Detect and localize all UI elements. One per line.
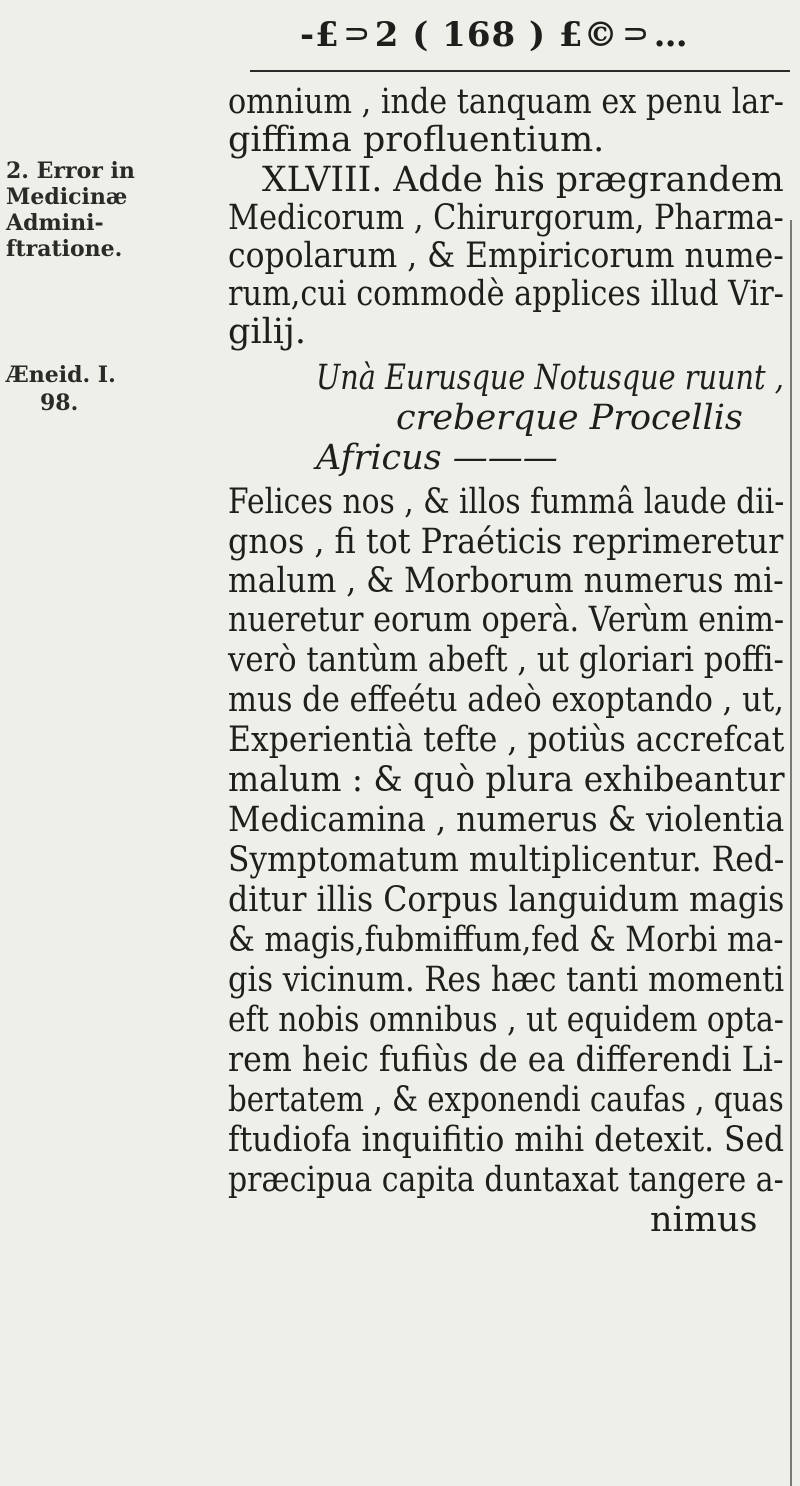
text-line: Medicorum , Chirurgorum, Pharma- (228, 198, 784, 238)
margin-note-verse-number: 98. (40, 390, 79, 416)
text-line: ftudiofa inquifitio mihi detexit. Sed (228, 1120, 785, 1160)
text-line: Felices nos , & illos fummâ laude dii- (228, 482, 785, 522)
text-line: verò tantùm abeft , ut gloriari poffi- (228, 640, 784, 680)
text-line: Medicamina , numerus & violentia (228, 800, 785, 840)
text-line: & magis,fubmiffum,fed & Morbi ma- (228, 920, 784, 960)
header-rule (250, 70, 790, 72)
margin-note-admini: Admini- (6, 210, 104, 236)
text-line: omnium , inde tanquam ex penu lar- (228, 82, 784, 122)
text-line: copolarum , & Empiricorum nume- (228, 236, 784, 276)
page-edge-shadow (790, 220, 792, 1486)
text-line: gilij. (228, 312, 306, 352)
margin-note-stratione: ftratione. (6, 236, 123, 262)
text-line: malum , & Morborum numerus mi- (228, 561, 784, 601)
text-line: nueretur eorum operà. Verùm enim- (228, 600, 785, 640)
verse-line: Africus ——— (316, 438, 558, 478)
text-line: malum : & quò plura exhibeantur (228, 760, 785, 800)
text-line: mus de effeétu adeò exoptando , ut, (228, 680, 784, 720)
text-line: gnos , fi tot Praéticis reprimeretur (228, 522, 784, 562)
catchword: nimus (650, 1200, 758, 1240)
section-heading-line: XLVIII. Adde his prægrandem (262, 160, 784, 200)
text-line: bertatem , & exponendi caufas , quas (228, 1080, 784, 1120)
margin-note-aeneid: Æneid. I. (6, 362, 116, 388)
text-line: ditur illis Corpus languidum magis (228, 880, 785, 920)
text-line: rem heic fufiùs de ea differendi Li- (228, 1040, 784, 1080)
text-line: præcipua capita duntaxat tangere a- (228, 1160, 784, 1200)
page-header: -£⸧2 ( 168 ) £©⸧… (300, 15, 689, 55)
text-line: gis vicinum. Res hæc tanti momenti (228, 960, 785, 1000)
margin-note-medicinae: Medicinæ (6, 184, 128, 210)
verse-line: Unà Eurusque Notusque ruunt , (316, 358, 784, 398)
text-line: Symptomatum multiplicentur. Red- (228, 840, 785, 880)
text-line: eft nobis omnibus , ut equidem opta- (228, 1000, 784, 1040)
verse-line: creberque Procellis (396, 398, 743, 438)
margin-note-error-in: 2. Error in (6, 158, 135, 184)
text-line: rum,cui commodè applices illud Vir- (228, 274, 784, 314)
text-line: Experientià tefte , potiùs accrefcat (228, 720, 785, 760)
text-line: giffima profluentium. (228, 120, 605, 160)
